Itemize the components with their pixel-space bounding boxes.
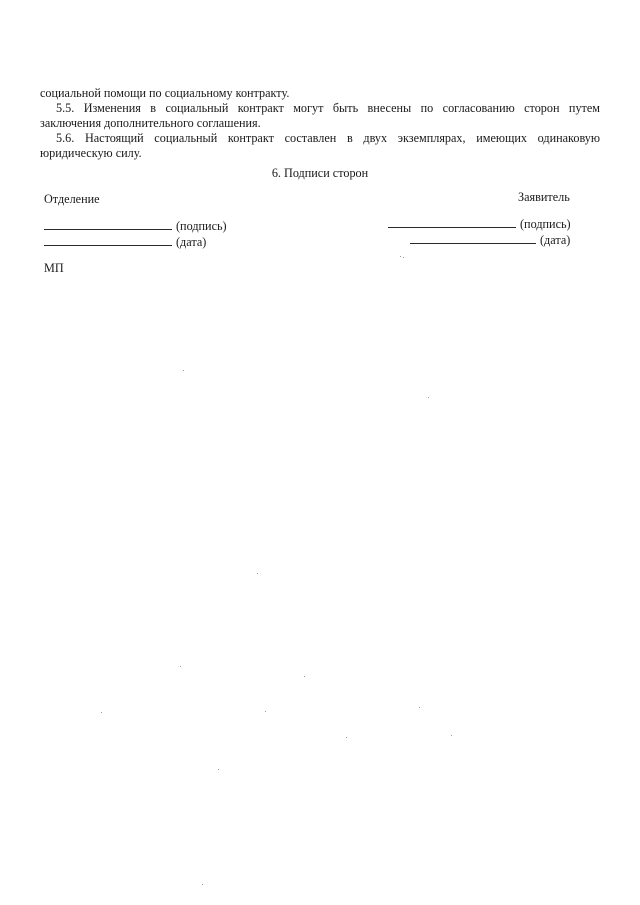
scan-speck [346,737,347,738]
right-party-label: Заявитель [518,190,570,204]
scan-speck [403,257,404,258]
scan-speck [304,676,305,677]
scan-speck [218,769,219,770]
left-signature-line [44,218,172,230]
scan-speck [451,735,452,736]
clause-5-5-line-1: 5.5. Изменения в социальный контракт могут быть внесены по согласованию сторон путем [56,101,600,115]
left-date-row [44,234,206,250]
right-date-caption: (дата) [540,233,571,247]
scan-speck [428,397,429,398]
contract-text [40,86,600,161]
paragraph-continuation: социальной помощи по социальному контракту. [40,86,290,100]
right-date-line [410,232,536,244]
scan-speck [400,256,401,257]
left-signature-caption: (подпись) [176,219,227,233]
right-signature-line [388,216,516,228]
clause-5-6-line-1: 5.6. Настоящий социальный контракт составлен в двух экземплярах, имеющих одинаковую [56,131,600,145]
right-date-row [410,232,570,248]
scan-speck [257,573,258,574]
scan-speck [419,707,420,708]
left-date-line [44,234,172,246]
scan-speck [101,712,102,713]
left-signature-row [44,218,227,234]
stamp-label: МП [44,261,64,275]
scan-speck [183,370,184,371]
right-signature-row [388,216,571,232]
scan-speck [180,666,181,667]
left-party-label: Отделение [44,192,100,206]
left-date-caption: (дата) [176,235,207,249]
scan-speck [265,711,266,712]
scan-speck [202,884,203,885]
clause-5-6-line-2: юридическую силу. [40,146,142,160]
clause-5-5-line-2: заключения дополнительного соглашения. [40,116,261,130]
right-signature-caption: (подпись) [520,217,571,231]
section-title-signatures: 6. Подписи сторон [271,166,369,180]
